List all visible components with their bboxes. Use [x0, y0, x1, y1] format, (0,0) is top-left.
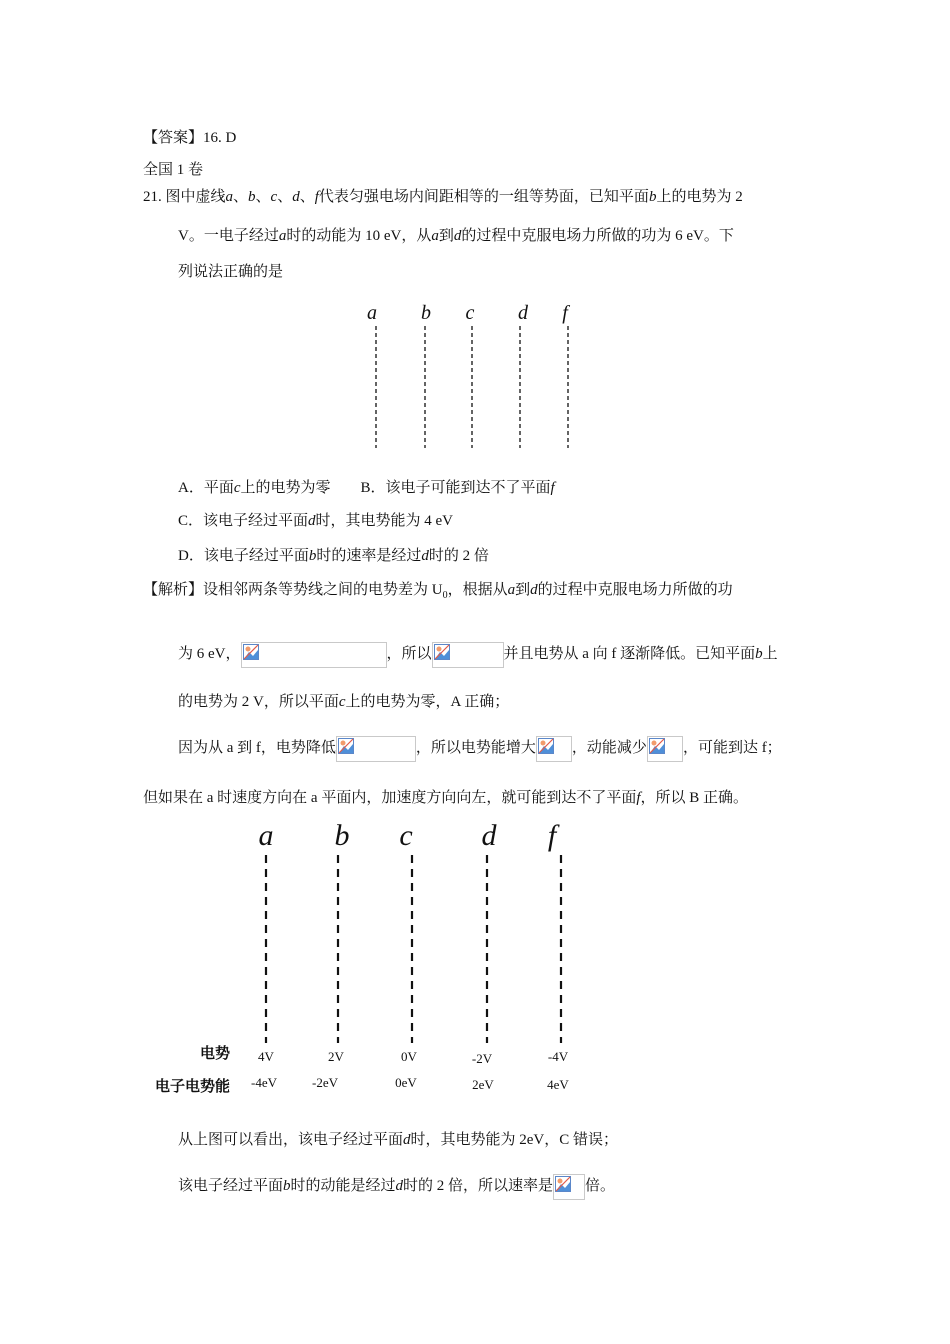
question-line-1: 21. 图中虚线a、b、c、d、f代表匀强电场内间距相等的一组等势面，已知平面b上的电势为 2: [143, 189, 743, 205]
fig1-label-d: d: [518, 302, 528, 324]
option-d: D．该电子经过平面b时的速率是经过d时的 2 倍: [178, 548, 489, 564]
answer-line: 【答案】16. D: [143, 130, 237, 146]
fig1-label-f: f: [562, 302, 568, 324]
formula-image-icon: [336, 736, 416, 762]
potential-c: 0V: [401, 1049, 417, 1064]
formula-image-icon: [647, 736, 683, 762]
energy-f: 4eV: [547, 1077, 569, 1092]
conclusion-line-1: 从上图可以看出，该电子经过平面d时，其电势能为 2eV，C 错误；: [178, 1132, 619, 1148]
fig2-label-c: c: [399, 819, 413, 852]
potential-b: 2V: [328, 1049, 344, 1064]
analysis-line-5: 但如果在 a 时速度方向在 a 平面内，加速度方向向左，就可能到达不了平面f，所以 B 正确。: [143, 790, 749, 806]
equipotential-figure-large: [150, 815, 590, 1100]
formula-image-icon: [536, 736, 572, 762]
formula-image-icon: [432, 642, 504, 668]
question-line-3: 列说法正确的是: [178, 264, 284, 280]
fig1-label-b: b: [421, 302, 431, 324]
energy-a: -4eV: [251, 1075, 277, 1090]
fig1-label-a: a: [367, 302, 377, 324]
analysis-line-3: 的电势为 2 V，所以平面c上的电势为零，A 正确；: [178, 694, 510, 710]
analysis-line-1: 【解析】设相邻两条等势线之间的电势差为 $U_0$，根据从a到d的过程中克服电场力所做的功: [143, 582, 733, 601]
fig2-label-b: b: [334, 819, 350, 852]
option-c: C．该电子经过平面d时，其电势能为 4 eV: [178, 513, 454, 529]
question-line-2: V。一电子经过a时的动能为 10 eV，从a到d的过程中克服电场力所做的功为 6 eV。下: [178, 228, 734, 244]
potential-d: -2V: [471, 1051, 493, 1066]
conclusion-line-2: 该电子经过平面b时的动能是经过d时的 2 倍，所以速率是 倍。: [178, 1172, 615, 1200]
potential-f: -4V: [547, 1049, 569, 1064]
fig2-label-f: f: [547, 819, 557, 852]
analysis-line-2: 为 6 eV， ，所以 并且电势从 a 向 f 逐渐降低。已知平面b上: [178, 640, 778, 668]
potential-a: 4V: [258, 1049, 274, 1064]
energy-b: -2eV: [312, 1075, 338, 1090]
formula-image-icon: [241, 642, 387, 668]
analysis-line-4: 因为从 a 到 f，电势降低 ，所以电势能增大 ，动能减少 ，可能到达 f；: [178, 734, 782, 762]
fig1-label-c: c: [465, 302, 475, 324]
formula-image-icon: [553, 1174, 585, 1200]
row-label-energy: 电子电势能: [155, 1079, 231, 1095]
row-label-potential: 电势: [200, 1046, 231, 1062]
energy-d: 2eV: [472, 1077, 494, 1092]
option-a-b: A．平面c上的电势为零 B．该电子可能到达不了平面f: [178, 480, 555, 496]
fig2-label-a: a: [258, 819, 274, 852]
fig2-label-d: d: [481, 819, 497, 852]
energy-c: 0eV: [395, 1075, 417, 1090]
exam-label: 全国 1 卷: [143, 162, 204, 178]
equipotential-figure-small: [360, 298, 590, 456]
